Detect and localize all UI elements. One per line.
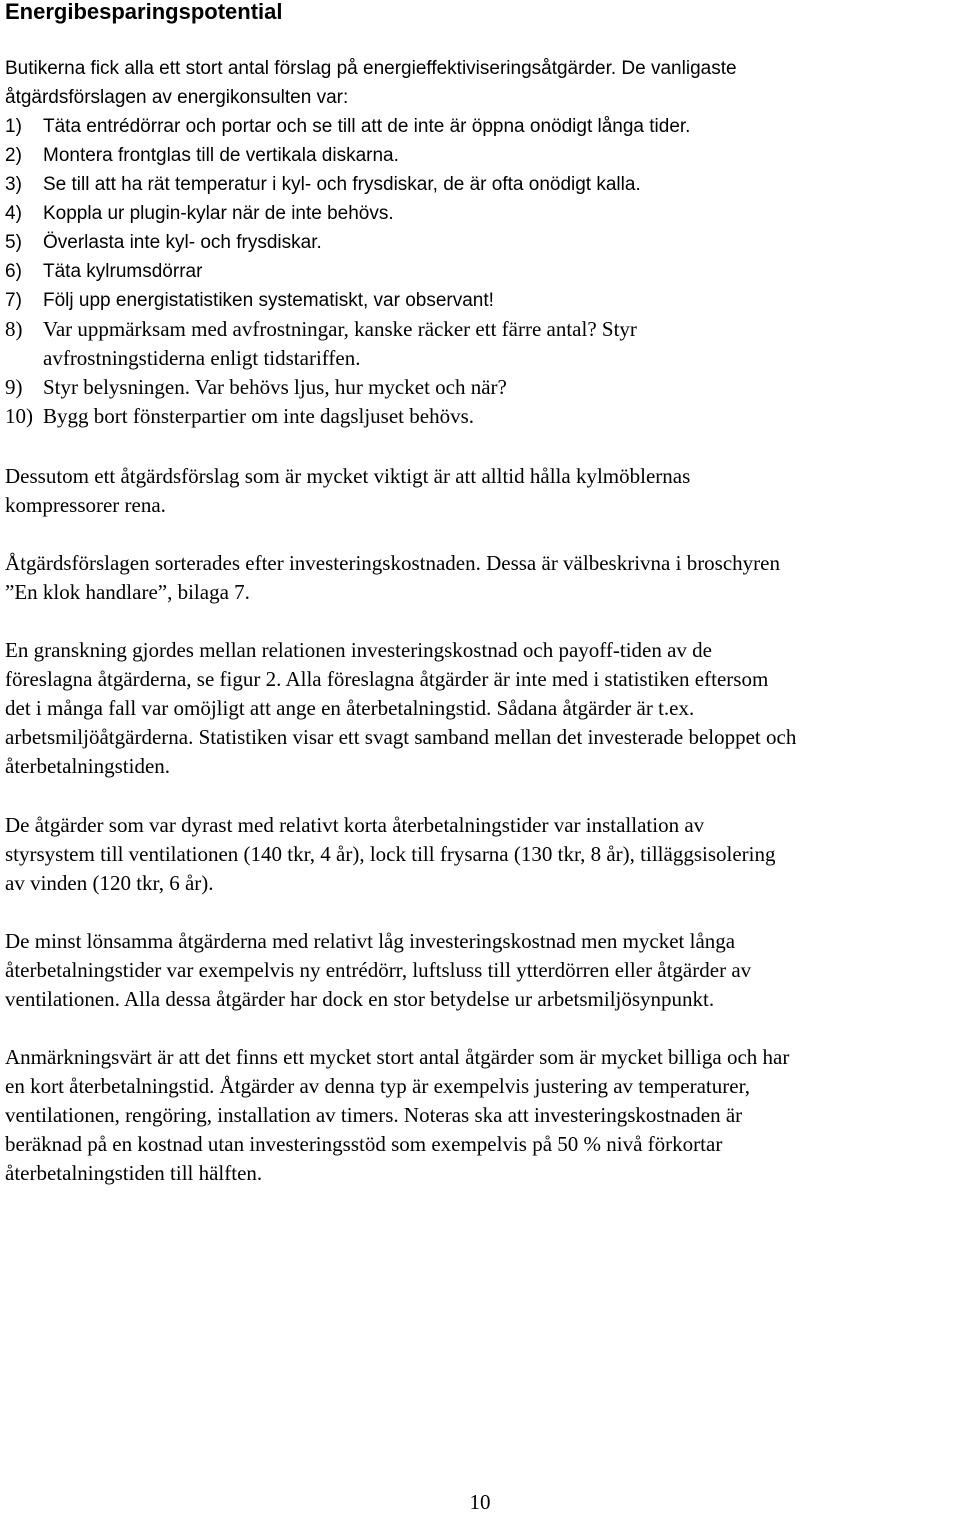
list-item-number: 10) [5,404,33,428]
list-item-number: 7) [5,290,22,311]
list-item-number: 1) [5,116,22,137]
intro-block [5,54,955,431]
list-item [5,257,955,286]
list-item-number: 3) [5,174,22,195]
list-item [5,199,955,228]
list-item-number: 8) [5,317,23,341]
list-item-number: 5) [5,232,22,253]
paragraph-sorting: Åtgärdsförslagen sorterades efter investeringskostnaden. Dessa är välbeskrivna i broschyren ”En klok handlare”, bilaga 7. [5,551,780,604]
paragraph-review: En granskning gjordes mellan relationen investeringskostnad och payoff-tiden av de föreslagna åtgärderna, se figur 2. Alla föreslagna åtgärder är inte med i statistiken eftersom det i många fall var omöjligt att ange en återbetalningstid. Sådana åtgärder är t.ex. arbetsmiljöåtgärderna. Statistiken visar ett svagt samband mellan det investerade beloppet och återbetalningstiden. [5,638,797,778]
paragraph-least-profitable: De minst lönsamma åtgärderna med relativt låg investeringskostnad men mycket långa återbetalningstider var exempelvis ny entrédörr, luftsluss till ytterdörren eller åtgärder av ventilationen. Alla dessa åtgärder har dock en stor betydelse ur arbetsmiljösynpunkt. [5,929,752,1011]
intro-line-1: Butikerna fick alla ett stort antal förslag på energieffektiviseringsåtgärder. De vanligaste [5,58,737,79]
list-item [5,170,955,199]
page-number: 10 [469,1490,491,1514]
paragraph-cheap-measures: Anmärkningsvärt är att det finns ett mycket stort antal åtgärder som är mycket billiga och har en kort återbetalningstid. Åtgärder av denna typ är exempelvis justering av temperaturer, ventilationen, rengöring, installation av timers. Noteras ska att investeringskostnaden är beräknad på en kostnad utan investeringsstöd som exempelvis på 50 % nivå förkortar återbetalningstiden till hälften. [5,1045,790,1185]
list-item [5,141,955,170]
measures-list [5,112,955,431]
list-item [5,228,955,257]
list-item-text: Se till att ha rät temperatur i kyl- och frysdiskar, de är ofta onödigt kalla. [43,174,641,195]
list-item [5,286,955,315]
list-item-text: Täta kylrumsdörrar [43,261,203,282]
list-item-text: Styr belysningen. Var behövs ljus, hur mycket och när? [43,375,507,399]
list-item-text: Täta entrédörrar och portar och se till att de inte är öppna onödigt långa tider. [43,116,691,137]
list-item-number: 4) [5,203,22,224]
list-item-number: 6) [5,261,22,282]
list-item-number: 2) [5,145,22,166]
list-item-text: Var uppmärksam med avfrostningar, kanske räcker ett färre antal? Styr avfrostningstiderna enligt tidstariffen. [43,317,637,370]
list-item [5,402,955,431]
list-item-text: Koppla ur plugin-kylar när de inte behövs. [43,203,394,224]
list-item [5,373,955,402]
intro-line-2: åtgärdsförslagen av energikonsulten var: [5,87,349,108]
list-item-number: 9) [5,375,23,399]
section-heading: Energibesparingspotential [5,0,283,24]
paragraph-compressors: Dessutom ett åtgärdsförslag som är mycket viktigt är att alltid hålla kylmöblernas kompressorer rena. [5,464,691,517]
list-item [5,315,955,373]
list-item-text: Montera frontglas till de vertikala diskarna. [43,145,399,166]
list-item-text: Bygg bort fönsterpartier om inte dagsljuset behövs. [43,404,475,428]
list-item [5,112,955,141]
list-item-text: Överlasta inte kyl- och frysdiskar. [43,232,322,253]
list-item-text: Följ upp energistatistiken systematiskt, var observant! [43,290,494,311]
paragraph-expensive-measures: De åtgärder som var dyrast med relativt korta återbetalningstider var installation av styrsystem till ventilationen (140 tkr, 4 år), lock till frysarna (130 tkr, 8 år), tilläggsisolering av vinden (120 tkr, 6 år). [5,813,776,895]
